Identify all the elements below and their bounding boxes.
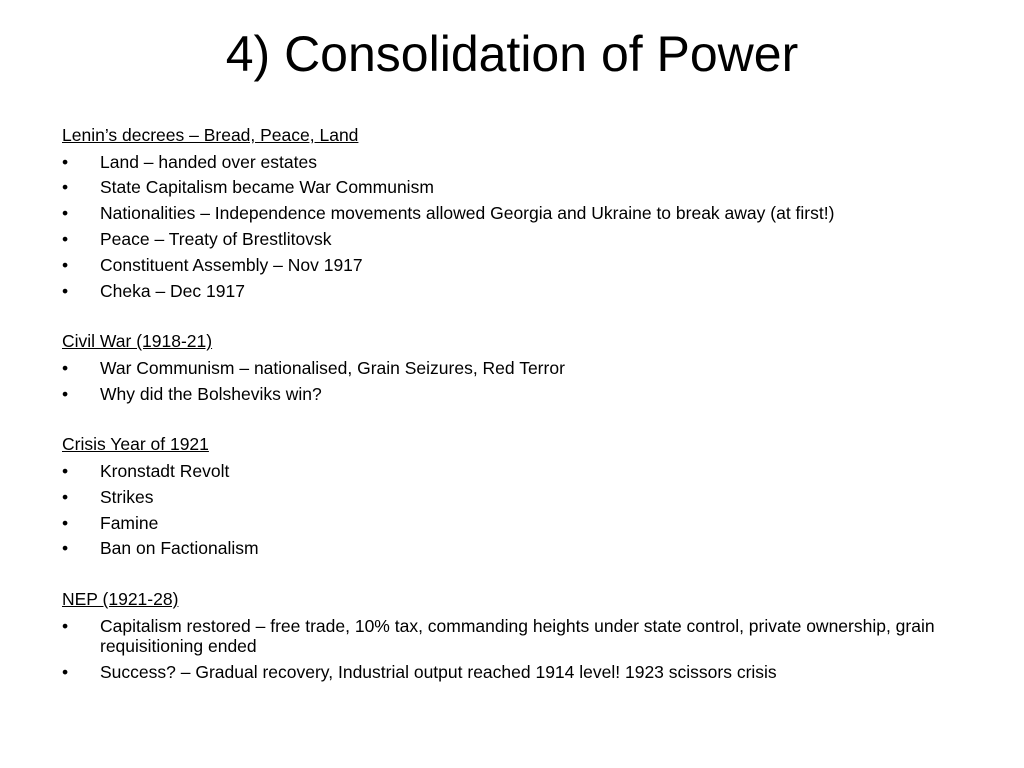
section-nep [62, 587, 962, 684]
list-item [62, 484, 962, 510]
list-item [62, 252, 962, 278]
list-item-text: Capitalism restored – free trade, 10% tax, commanding heights under state control, private ownership, grain requisitioning ended [100, 615, 935, 656]
list-item-text: State Capitalism became War Communism [100, 177, 434, 198]
bullet-icon: • [62, 512, 69, 533]
bullet-icon: • [62, 229, 69, 250]
section-heading: NEP (1921-28) [62, 589, 179, 610]
bullet-icon: • [62, 461, 69, 482]
bullet-icon: • [62, 357, 69, 378]
list-item [62, 149, 962, 175]
bullet-list [62, 149, 962, 304]
bullet-icon: • [62, 615, 69, 636]
list-item-text: Famine [100, 512, 159, 533]
slide-body [62, 123, 962, 710]
bullet-icon: • [62, 254, 69, 275]
section-crisis-year [62, 432, 962, 561]
list-item-text: Ban on Factionalism [100, 538, 259, 559]
bullet-icon: • [62, 538, 69, 559]
bullet-list [62, 613, 962, 685]
list-item [62, 175, 962, 201]
bullet-icon: • [62, 383, 69, 404]
bullet-icon: • [62, 661, 69, 682]
list-item-text: Land – handed over estates [100, 151, 317, 172]
list-item [62, 355, 962, 381]
list-item [62, 458, 962, 484]
bullet-list [62, 355, 962, 407]
bullet-icon: • [62, 151, 69, 172]
bullet-icon: • [62, 486, 69, 507]
list-item-text: Why did the Bolsheviks win? [100, 383, 322, 404]
list-item-text: Cheka – Dec 1917 [100, 280, 245, 301]
slide-title: 4) Consolidation of Power [225, 26, 799, 82]
list-item [62, 510, 962, 536]
bullet-list [62, 458, 962, 561]
list-item-text: Success? – Gradual recovery, Industrial output reached 1914 level! 1923 scissors crisis [100, 661, 777, 682]
list-item-text: Constituent Assembly – Nov 1917 [100, 254, 363, 275]
list-item [62, 536, 962, 562]
section-civil-war [62, 329, 962, 406]
list-item-text: Nationalities – Independence movements allowed Georgia and Ukraine to break away (at first!) [100, 203, 835, 224]
section-heading: Lenin’s decrees – Bread, Peace, Land [62, 125, 359, 145]
list-item-text: Strikes [100, 486, 154, 507]
section-lenins-decrees [62, 123, 962, 303]
bullet-icon: • [62, 280, 69, 301]
section-heading: Crisis Year of 1921 [62, 434, 209, 455]
list-item [62, 613, 962, 659]
section-heading: Civil War (1918-21) [62, 331, 213, 352]
list-item [62, 278, 962, 304]
list-item-text: War Communism – nationalised, Grain Seizures, Red Terror [100, 357, 565, 378]
bullet-icon: • [62, 177, 69, 198]
list-item-text: Peace – Treaty of Brestlitovsk [100, 229, 332, 250]
bullet-icon: • [62, 203, 69, 224]
list-item [62, 200, 962, 226]
list-item-text: Kronstadt Revolt [100, 461, 230, 482]
list-item [62, 659, 962, 685]
list-item [62, 226, 962, 252]
list-item [62, 381, 962, 407]
